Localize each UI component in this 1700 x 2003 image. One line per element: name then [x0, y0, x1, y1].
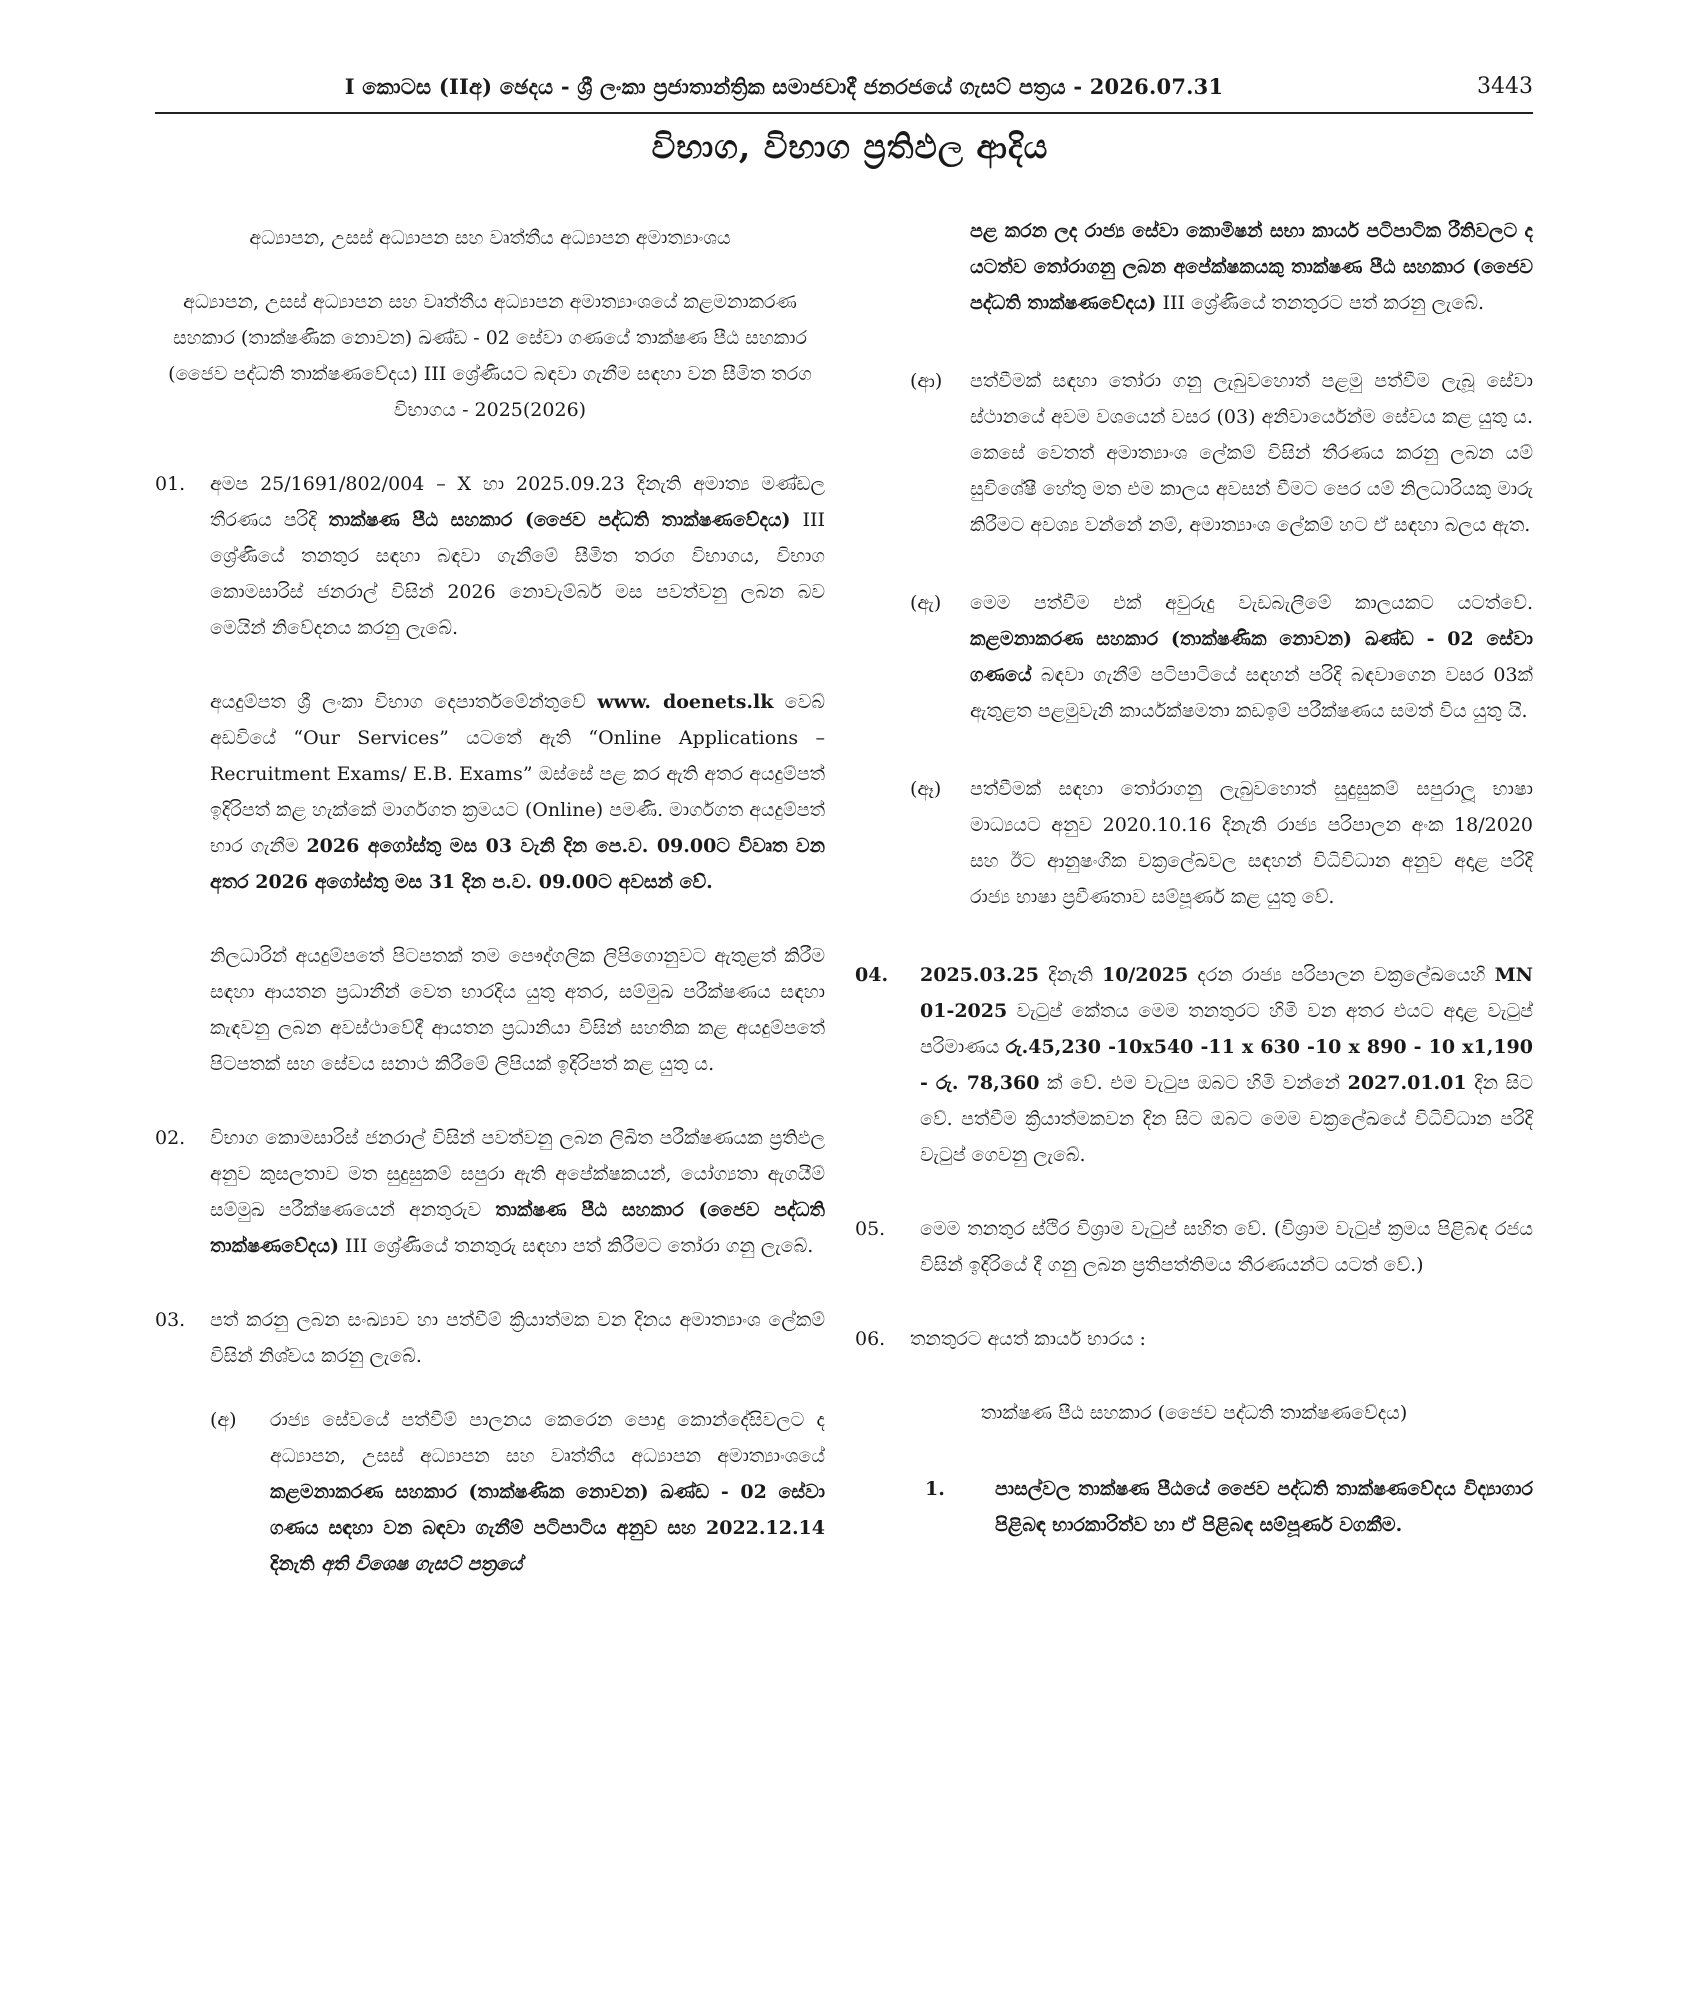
paragraph-text: අයදුම්පත ශ්‍රී ලංකා විභාග දෙපාර්තමේන්තුවේ [210, 691, 598, 713]
duties-heading: තාක්ෂණ පීඨ සහකාර (ජෛව පද්ධති තාක්ෂණවේදය) [980, 1402, 1408, 1424]
paragraph-number: 04. [855, 964, 889, 986]
circular-date: 2025.03.25 [920, 964, 1039, 986]
item-text-bold: පළ කරන ලද රාජ්‍ය සේවා කොමිෂන් සභා කාර්ය පටිපාටික රීතිවලට ද යටත්ව තෝරාගනු ලබන අපේක්ෂකයකු තාක්ෂණ පීඨ සහකාර (ජෛව පද්ධති තාක්ෂණවේදය) [970, 220, 1533, 314]
paragraph-number: 05. [855, 1218, 886, 1240]
duty-number: 1. [925, 1478, 945, 1500]
application-dates: 2026 අගෝස්තු මස 03 වැනි දින පෙ.ව. 09.00ට විවෘත වන අතර 2026 අගෝස්තු මස 31 දින ප.ව. 09.00ට අවසන් වේ. [210, 835, 825, 893]
item-03-b [910, 363, 1533, 543]
item-label: (අ) [210, 1409, 237, 1431]
item-label: (ඈ) [910, 778, 942, 800]
item-text: III ශ්‍රේණියේ තනතුරට පත් කරනු ලැබේ. [1156, 292, 1485, 314]
item-03-c [910, 585, 1533, 729]
paragraph-text: වැටුප් කේතය මෙම තනතුරට හිමි වන අතර එයට අදාළ වැටුප් පරිමාණය [920, 1000, 1533, 1058]
item-text: පත්වීමක් සඳහා තෝරා ගනු ලැබුවහොත් පළමු පත්වීම ලැබූ සේවා ස්ථානයේ අවම වශයෙන් වසර (03) අනිවාර්යෙන්ම සේවය කළ යුතු ය. කෙසේ වෙතත් අමාත්‍යාංශ ලේකම් විසින් තීරණය කරනු ලබන යම් සුවිශේෂී හේතු මත එම කාලය අවසන් වීමට පෙර යම් නිලධාරියකු මාරු කිරීමට අවශ්‍ය වන්නේ නම්, අමාත්‍යාංශ ලේකම් හට ඒ සඳහා බලය ඇත. [970, 370, 1533, 536]
paragraph-number: 06. [855, 1328, 886, 1350]
duty-text: පාසල්වල තාක්ෂණ පීඨයේ ජෛව පද්ධති තාක්ෂණවේදය විද්‍යාගාර පිළිබඳ භාරකාරිත්ව හා ඒ පිළිබඳ සම්පූර්ණ වගකීම. [995, 1478, 1533, 1536]
item-text-bold-italic: අති විශෙෂ ගැසට් පත්‍රයේ [321, 1553, 523, 1575]
item-text: රාජ්‍ය සේවයේ පත්වීම් පාලනය කෙරෙන පොදු කොන්දේසිවලට ද අධ්‍යාපන, උසස් අධ්‍යාපන සහ වෘත්තීය අධ්‍යාපන අමාත්‍යාංශයේ [270, 1409, 825, 1467]
website-link[interactable]: www. doenets.lk [597, 691, 774, 713]
paragraph-03 [155, 1302, 825, 1374]
paragraph-number: 01. [155, 473, 186, 495]
paragraph-number: 02. [155, 1127, 186, 1149]
item-03-d [910, 771, 1533, 915]
paragraph-01-application [210, 684, 825, 900]
ministry-name: අධ්‍යාපන, උසස් අධ්‍යාපන සහ වෘත්තීය අධ්‍යාපන අමාත්‍යාංශය [249, 227, 731, 249]
paragraph-01-copy: නිලධාරින් අයදුම්පතේ පිටපතක් තම පෞද්ගලික ලිපිගොනුවට ඇතුළත් කිරීම සඳහා ආයතන ප්‍රධානීන් වෙත භාරදිය යුතු අතර, සම්මුඛ පරීක්ෂණය සඳහා කැඳවනු ලබන අවස්ථාවේදී ආයතන ප්‍රධානියා විසින් සහතික කළ අයදුම්පතේ පිටපතක් සහ සේවය සනාථ කිරීමේ ලිපියක් ඉදිරිපත් කළ යුතු ය. [210, 945, 825, 1075]
paragraph-text: දිනැති [1039, 964, 1102, 986]
item-text-bold: කළමනාකරණ සහකාර (තාක්ෂණික නොවන) ඛණ්ඩ - 02 සේවා ගණයේ [970, 628, 1533, 686]
effective-date: 2027.01.01 [1347, 1072, 1467, 1094]
item-text: බඳවා ගැනීම් පටිපාටියේ සඳහන් පරිදි බඳවාගෙන වසර 03ක් ඇතුළත පළමුවැනි කාර්යක්ෂමතා කඩඉම් පරීක්ෂණය සමත් විය යුතු යි. [970, 664, 1533, 722]
salary-scale: රු.45,230 -10x540 -11 x 630 -10 x 890 - 10 x1,190 - රු. 78,360 [920, 1036, 1533, 1094]
paragraph-text: III ශ්‍රේණියේ තනතුරු සඳහා පත් කිරීමට තෝරා ගනු ලැබේ. [339, 1235, 814, 1257]
item-text: මෙම පත්වීම එක් අවුරුදු වැඩබැලීමේ කාලයකට යටත්වේ. [970, 592, 1533, 614]
paragraph-text: තනතුරට අයත් කාර්ය භාරය : [910, 1328, 1146, 1350]
item-label: (ආ) [910, 370, 943, 392]
running-header [155, 72, 1533, 114]
paragraph-text: අමප 25/1691/802/004 – X හා 2025.09.23 දිනැති අමාත්‍ය මණ්ඩල තීරණය පරිදි [210, 473, 825, 531]
paragraph-01 [155, 466, 825, 646]
paragraph-02 [155, 1120, 825, 1264]
post-name: තාක්ෂණ පීඨ සහකාර (ජෛව පද්ධති තාක්ෂණවේදය) [210, 1199, 825, 1257]
paragraph-text: දින සිට වේ. පත්වීම ක්‍රියාත්මකවන දින සිට ඔබට මෙම චක්‍රලේඛයේ විධිවිධාන පරිදි වැටුප් ගෙවනු ලැබේ. [920, 1072, 1533, 1166]
paragraph-06 [855, 1321, 1533, 1357]
paragraph-text: විභාග කොමසාරිස් ජනරාල් විසින් පවත්වනු ලබන ලිඛිත පරීක්ෂණයක ප්‍රතිඵල අනුව කුසලතාව මත සුදුසුකම් සපුරා ඇති අපේක්ෂකයන්, යෝග්‍යතා ඇගයීම් සම්මුඛ පරීක්ෂණයෙන් අනතුරුව [210, 1127, 825, 1221]
page-number: 3443 [1477, 74, 1533, 99]
circular-number: 10/2025 [1101, 964, 1189, 986]
paragraph-number: 03. [155, 1309, 186, 1331]
paragraph-05 [855, 1211, 1533, 1283]
item-text: පත්වීමක් සඳහා තෝරාගනු ලැබුවහොත් සුදුසුකම් සපුරාලූ භාෂා මාධ්‍යයට අනුව 2020.10.16 දිනැති රාජ්‍ය පරිපාලන අංක 18/2020 සහ ඊට ආනුෂංගික චක්‍රලේඛවල සඳහන් විධිවිධාන අනුව අදාළ පරිදි රාජ්‍ය භාෂා ප්‍රවීණතාව සම්පූර්ණ කළ යුතු වේ. [970, 778, 1533, 908]
paragraph-text: III ශ්‍රේණියේ තනතුර සඳහා බඳවා ගැනීමේ සීමිත තරග විභාගය, විභාග කොමසාරිස් ජනරාල් විසින් 2026 නොවැම්බර් මස පවත්වනු ලබන බව මෙයින් නිවේදනය කරනු ලැබේ. [210, 509, 825, 639]
paragraph-text: දරන රාජ්‍ය පරිපාලන චක්‍රලේඛයෙහි [1188, 964, 1495, 986]
post-name: තාක්ෂණ පීඨ සහකාර (ජෛව පද්ධති තාක්ෂණවේදය) [328, 509, 791, 531]
paragraph-text: වෙබ් අඩවියේ “Our Services” යටතේ ඇති “Online Applications – Recruitment Exams/ E.B. Exams” ඔස්සේ පළ කර ඇති අතර අයදුම්පත් ඉදිරිපත් කළ හැක්කේ මාර්ගගත ක්‍රමයට (Online) පමණි. මාර්ගගත අයදුම්පත් භාර ගැනීම [210, 691, 825, 857]
exam-title: අධ්‍යාපන, උසස් අධ්‍යාපන සහ වෘත්තීය අධ්‍යාපන අමාත්‍යාංශයේ කළමනාකරණ සහකාර (තාක්ෂණික නොවන) ඛණ්ඩ - 02 සේවා ගණයේ තාක්ෂණ පීඨ සහකාර (ජෛව පද්ධති තාක්ෂණවේදය) III ශ්‍රේණියට බඳවා ගැනීම සඳහා වන සීමිත තරග විභාගය - 2025(2026) [168, 291, 812, 421]
left-column [155, 220, 825, 1624]
section-title: විභාග, විභාග ප්‍රතිඵල ආදිය [651, 127, 1049, 166]
item-03-a-continued [970, 213, 1533, 321]
duty-item [855, 1471, 1533, 1543]
paragraph-04 [855, 957, 1533, 1173]
right-column [855, 213, 1533, 1543]
item-text-bold: කළමනාකරණ සහකාර (තාක්ෂණික නොවන) ඛණ්ඩ - 02 සේවා ගණය සඳහා වන බඳවා ගැනීම් පටිපාටිය අනුව සහ 2022.12.14 දිනැති [270, 1481, 825, 1575]
header-title: I කොටස (IIඅ) ඡෙදය - ශ්‍රී ලංකා ප්‍රජාතාන්ත්‍රික සමාජවාදී ජනරජයේ ගැසට් පත්‍රය - 2026.07.31 [344, 74, 1224, 99]
salary-code: MN 01-2025 [920, 964, 1533, 1022]
paragraph-text: පත් කරනු ලබන සංඛ්‍යාව හා පත්වීම් ක්‍රියාත්මක වන දිනය අමාත්‍යාංශ ලේකම් විසින් නිශ්චය කරනු ලැබේ. [210, 1309, 825, 1367]
item-03-a [210, 1402, 825, 1582]
paragraph-text: මෙම තනතුර ස්ථිර විශ්‍රාම වැටුප් සහිත වේ. (විශ්‍රාම වැටුප් ක්‍රමය පිළිබඳ රජය විසින් ඉදිරියේ දී ගනු ලබන ප්‍රතිපත්තිමය තීරණයන්ට යටත් වේ.) [920, 1218, 1533, 1276]
item-label: (ඇ) [910, 592, 942, 614]
paragraph-text: ක් වේ. එම වැටුප ඔබට හිමි වන්නේ [1039, 1072, 1348, 1094]
